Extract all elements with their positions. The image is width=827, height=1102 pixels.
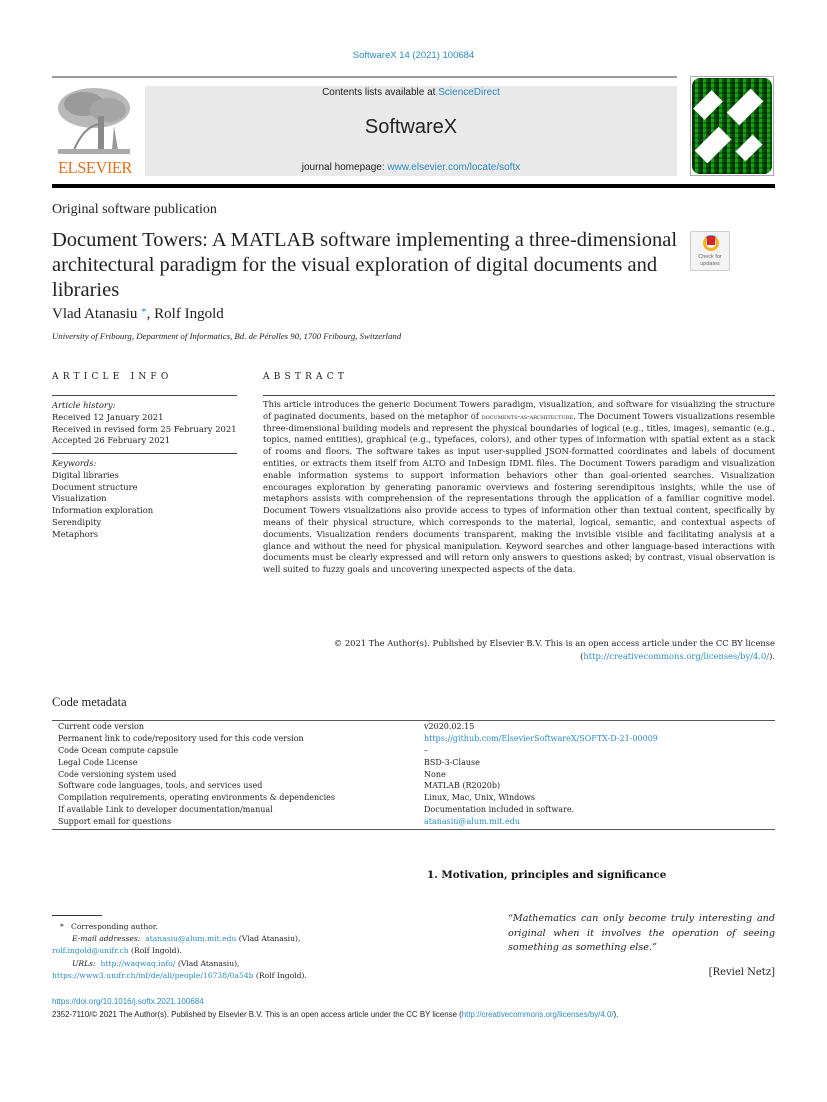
row-value: Documentation included in software. — [424, 805, 575, 815]
divider — [52, 453, 237, 454]
footnote-corresponding — [52, 921, 412, 933]
author-name: Rolf Ingold — [154, 306, 224, 322]
table-bottom-rule — [52, 829, 775, 830]
table-row — [58, 733, 773, 745]
publisher-logo[interactable] — [52, 84, 138, 178]
email-link[interactable]: rolf.ingold@unifr.ch — [52, 946, 129, 956]
footnote-rule — [52, 915, 102, 916]
table-row — [58, 780, 773, 792]
header-top-rule — [52, 76, 677, 78]
author-list — [52, 306, 224, 323]
row-key: Software code languages, tools, and services used — [58, 781, 263, 791]
row-value: MATLAB (R2020b) — [424, 781, 501, 791]
email-owner: (Vlad Atanasiu), — [236, 934, 301, 944]
row-key: Permanent link to code/repository used for this code version — [58, 733, 304, 743]
divider — [263, 395, 775, 396]
keyword: Visualization — [52, 493, 107, 504]
url-link[interactable]: http://waqwaq.info/ — [100, 958, 176, 968]
history-item: Accepted 26 February 2021 — [52, 435, 171, 446]
table-row — [58, 757, 773, 769]
table-row — [58, 792, 773, 804]
divider — [52, 395, 237, 396]
license-text: 2352-7110/© 2021 The Author(s). Published by Elsevier B.V. This is an open access article under the CC BY license ( — [52, 1010, 462, 1019]
crossmark-label-line2: updates — [700, 260, 720, 267]
elsevier-wordmark: ELSEVIER — [58, 158, 132, 177]
row-value: – — [424, 745, 428, 755]
repository-link[interactable]: https://github.com/ElsevierSoftwareX/SOFTX-D-21-00009 — [424, 733, 658, 743]
email-label: E-mail addresses: — [72, 934, 141, 944]
cc-license-link[interactable]: http://creativecommons.org/licenses/by/4.0/ — [583, 650, 770, 661]
keywords — [52, 458, 252, 541]
article-info-heading: ARTICLE INFO — [52, 372, 173, 382]
url-owner: (Rolf Ingold). — [253, 970, 307, 980]
journal-masthead — [145, 86, 677, 176]
abstract-part: . The Document Towers visualizations resemble three-dimensional building models and represent the physical boundaries of logical (e.g., titles, images), semantic (e.g., topics, named entities), graphical (e.g., typefaces, colors), and other types of information with spatial extent as a stack of rooms and floors. The software takes as input user-supplied JSON-formatted coordinates and labels of document entities, or extracts them itself from ALTO and InDesign IDML files. The Document Towers paradigm and visualization enable information systems to support information behaviors other than goal-oriented searches. Visualization encourages exploration by generating panoramic overviews and fostering serendipitous insights, while the use of metaphors assists with comprehension of the representations through the application of a familiar cognitive model. Document Towers visualizations also provide access to types of information other than textual content, specifically by means of their physical structure, which corresponds to the material, logical, semantic, and contextual aspects of documents. Visualization renders documents transparent, making the invisible visible and facilitating analysis at a glance and without the need for physical manipulation. Keyword searches and other language-based interactions with documents must be clearly expressed and will return only answers to questions asked; by contrast, visual observation is well suited to fuzzy goals and uncovering unexpected aspects of the data. — [263, 410, 775, 575]
email-link[interactable]: atanasiu@alum.mit.edu — [145, 934, 237, 944]
keywords-label: Keywords: — [52, 458, 97, 468]
contents-prefix: Contents lists available at — [322, 87, 439, 98]
row-key: Legal Code License — [58, 757, 138, 767]
paren: ). — [769, 650, 775, 661]
publication-type: Original software publication — [52, 202, 217, 217]
homepage-line — [145, 162, 677, 173]
article-title: Document Towers: A MATLAB software implementing a three-dimensional architectural paradigm for the visual exploration of digital documents and libraries — [52, 229, 678, 301]
url-link[interactable]: https://www3.unifr.ch/inf/de/all/people/16738/0a54b — [52, 970, 254, 980]
keyword: Digital libraries — [52, 469, 119, 480]
header-bottom-rule — [52, 184, 775, 188]
history-item: Received in revised form 25 February 2021 — [52, 423, 237, 434]
crossmark-label — [691, 254, 729, 267]
article-history — [52, 400, 252, 447]
code-metadata-heading: Code metadata — [52, 695, 127, 709]
footnote-text: Corresponding author. — [71, 922, 158, 931]
email-owner: (Rolf Ingold). — [128, 946, 182, 956]
cover-binary-pattern — [692, 78, 772, 174]
doi-link[interactable]: https://doi.org/10.1016/j.softx.2021.100684 — [52, 997, 204, 1006]
code-metadata-table — [58, 721, 773, 828]
keyword: Document structure — [52, 481, 138, 492]
author-name: Vlad Atanasiu — [52, 306, 138, 322]
row-key: If available Link to developer documentation/manual — [58, 805, 273, 815]
abstract-part: This article introduces the generic Document Towers paradigm, visualization, and software for visualizing the structure of paginated documents, based on the metaphor of — [263, 399, 775, 421]
url-owner: (Vlad Atanasiu), — [175, 958, 240, 968]
table-row — [58, 769, 773, 781]
contents-line — [145, 87, 677, 98]
keyword: Serendipity — [52, 516, 102, 527]
author-separator: , — [146, 306, 155, 322]
journal-reference[interactable]: SoftwareX 14 (2021) 100684 — [352, 50, 475, 61]
journal-homepage-link[interactable]: www.elsevier.com/locate/softx — [387, 162, 521, 173]
history-item: Received 12 January 2021 — [52, 411, 164, 422]
row-key: Current code version — [58, 722, 144, 731]
abstract-text — [263, 399, 775, 576]
epigraph-quote: “Mathematics can only become truly interesting and original when it involves the operation of seeing something as something else.” — [508, 913, 775, 954]
urls-label: URLs: — [72, 958, 96, 968]
row-value: None — [424, 769, 446, 779]
row-value: BSD-3-Clause — [424, 757, 480, 767]
license-line — [52, 1010, 618, 1019]
check-for-updates-button[interactable] — [690, 231, 730, 271]
journal-cover-image[interactable] — [690, 76, 774, 176]
table-row — [58, 804, 773, 816]
license-suffix: ). — [613, 1010, 619, 1019]
epigraph-attribution: [Reviel Netz] — [708, 967, 775, 978]
abstract-copyright — [263, 637, 775, 663]
elsevier-tree-icon — [54, 86, 134, 156]
support-email-link[interactable]: atanasiu@alum.mit.edu — [424, 817, 521, 827]
row-key: Code Ocean compute capsule — [58, 745, 179, 755]
footnote-urls — [52, 958, 412, 982]
footnotes — [52, 921, 412, 982]
abstract-smallcaps-term: documents-as-architecture — [481, 411, 574, 421]
keyword: Information exploration — [52, 505, 154, 516]
paren: ( — [580, 650, 584, 661]
affiliation: University of Fribourg, Department of Informatics, Bd. de Pérolles 90, 1700 Fribourg, Switzerland — [52, 331, 402, 341]
corresponding-author-mark[interactable]: * — [141, 306, 147, 318]
crossmark-flag-icon — [707, 236, 715, 245]
table-row — [58, 721, 773, 733]
homepage-prefix: journal homepage: — [301, 162, 388, 173]
table-row — [58, 745, 773, 757]
abstract-heading: ABSTRACT — [263, 372, 349, 382]
sciencedirect-link[interactable]: ScienceDirect — [438, 87, 500, 98]
keyword: Metaphors — [52, 528, 98, 539]
footnote-emails — [52, 933, 412, 957]
footnote-mark: * — [60, 922, 64, 931]
section-heading: 1. Motivation, principles and significance — [427, 869, 667, 881]
copyright-text: © 2021 The Author(s). Published by Elsevier B.V. This is an open access article under the CC BY license — [333, 638, 775, 648]
cc-license-link[interactable]: http://creativecommons.org/licenses/by/4.0/ — [461, 1010, 614, 1019]
row-key: Code versioning system used — [58, 769, 177, 779]
history-label: Article history: — [52, 400, 116, 410]
row-value: Linux, Mac, Unix, Windows — [424, 793, 536, 803]
journal-title: SoftwareX — [364, 116, 458, 138]
crossmark-label-line1: Check for — [698, 254, 722, 260]
row-key: Support email for questions — [58, 817, 172, 827]
row-value: v2020.02.15 — [424, 722, 475, 731]
table-row — [58, 816, 773, 828]
row-key: Compilation requirements, operating environments & dependencies — [58, 793, 336, 803]
